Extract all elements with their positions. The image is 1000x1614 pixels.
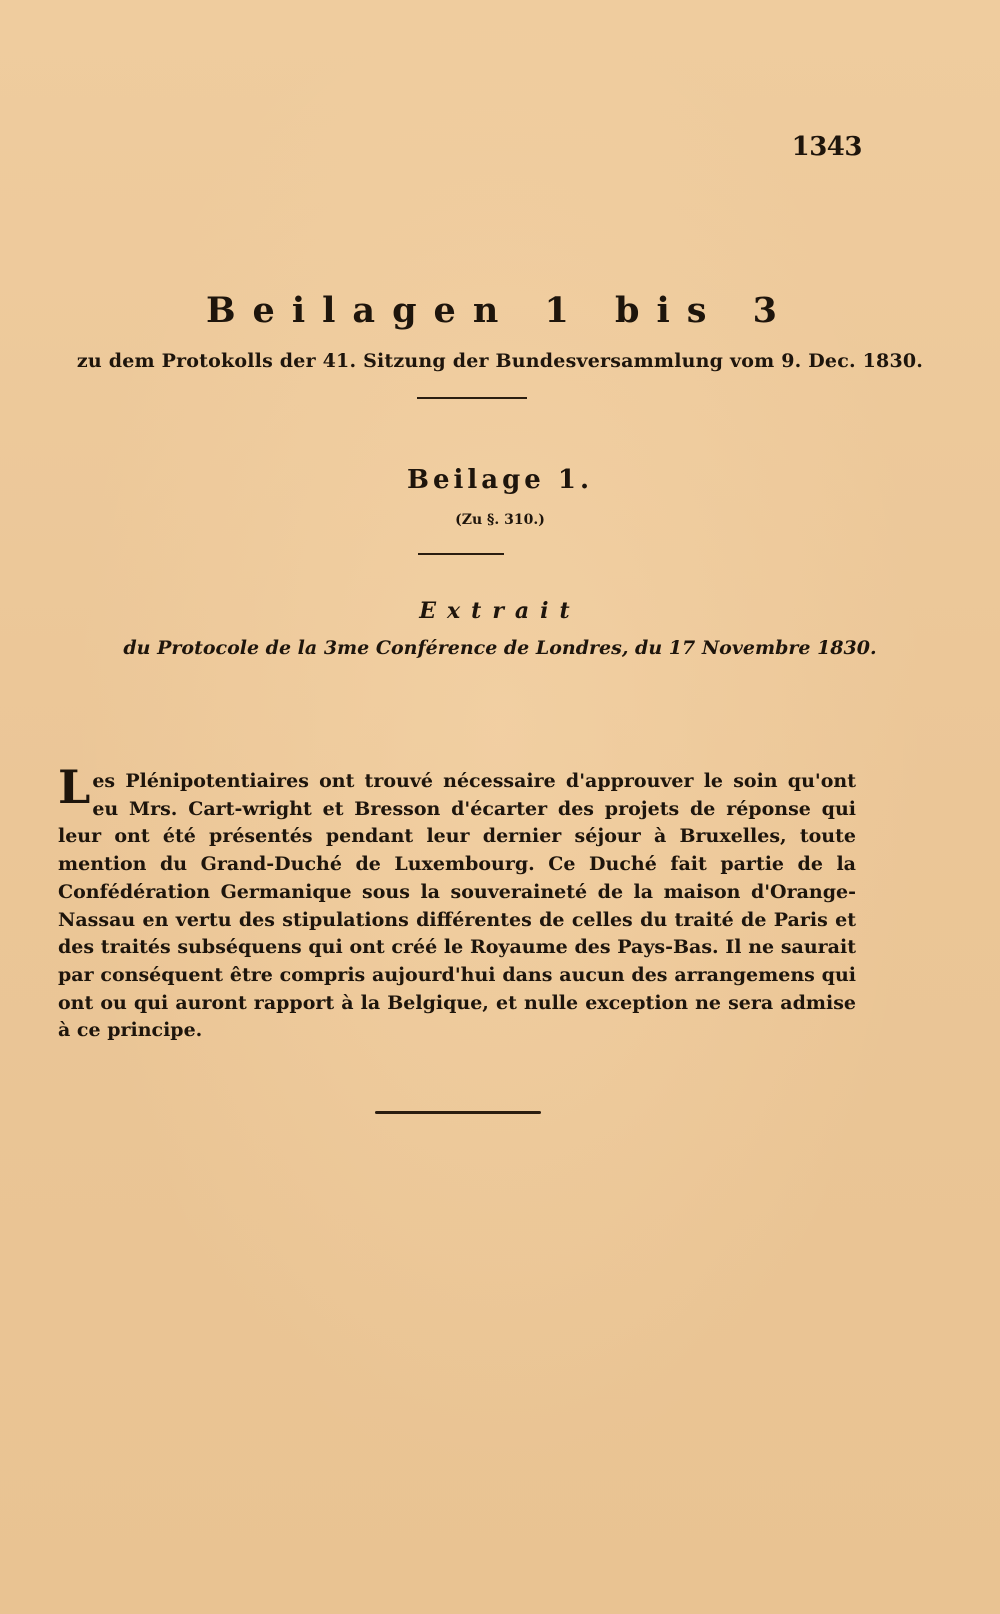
body-text: es Plénipotentiaires ont trouvé nécessaire d'approuver le soin qu'ont eu Mrs. Cart-wright et Bresson d'écarter des projets de réponse qui leur ont été présentés pendant leur dernier séjour à Bruxelles, toute mention du Grand-Duché de Luxembourg. Ce Duché fait partie de la Confédération Germanique sous la souveraineté de la maison d'Orange-Nassau en vertu des stipulations différentes de celles du traité de Paris et des traités subséquens qui ont créé le Royaume des Pays-Bas. Il ne saurait par conséquent être compris aujourd'hui dans aucun des arrangemens qui ont ou qui auront rapport à la Belgique, et nulle exception ne sera admise à ce principe. [58,770,856,1042]
section-title: Beilage 1. [406,465,594,495]
divider-middle [418,553,504,555]
closing-rule [375,1111,541,1114]
extract-source: du Protocole de la 3me Conférence de Londres, du 17 Novembre 1830. [123,637,877,659]
main-title: Beilagen 1 bis 3 [205,290,795,331]
divider-top [417,397,527,399]
subtitle: zu dem Protokolls der 41. Sitzung der Bundesversammlung vom 9. Dec. 1830. [76,350,924,372]
drop-cap: L [58,760,91,814]
page-number: 1343 [791,132,862,162]
body-paragraph [58,760,856,1045]
section-reference: (Zu §. 310.) [455,512,545,528]
extract-heading: Extrait [419,598,581,624]
